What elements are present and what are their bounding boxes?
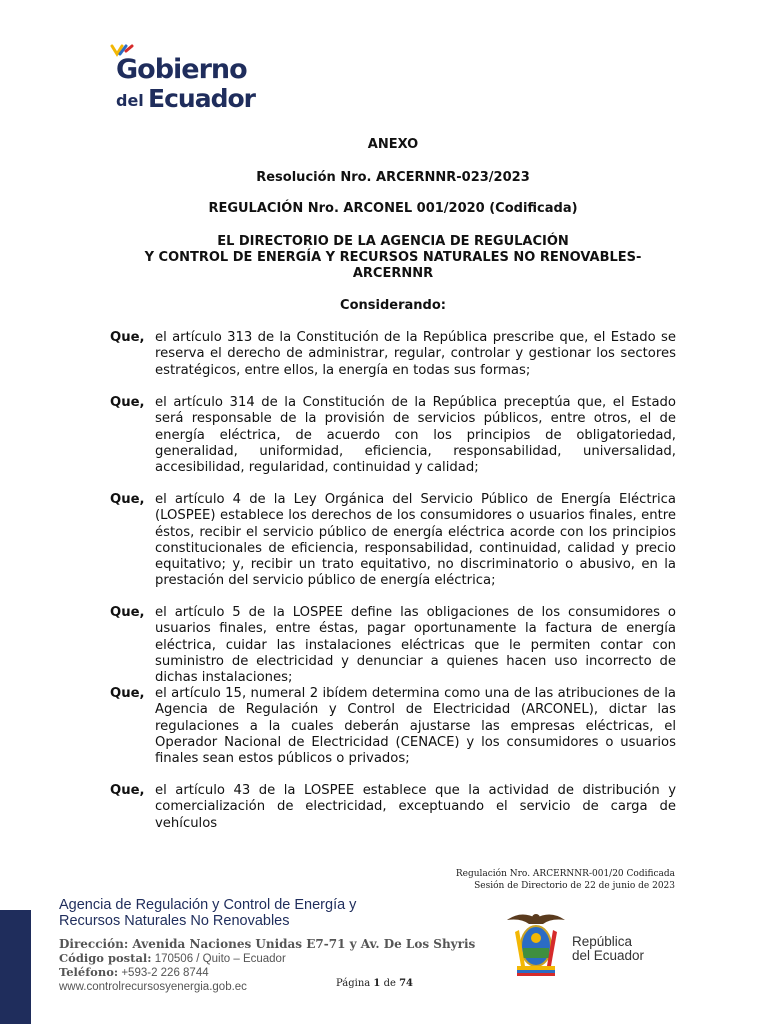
paragraph-text: el artículo 314 de la Constitución de la República preceptúa que, el Estado será responsable de la provisión de servicios públicos, entre otros, el de energía eléctrica, de acuerdo con los principios de obligatoriedad, generalidad, uniformidad, eficiencia, responsabilidad, universalidad, accesibilidad, regularidad, continuidad y calidad;: [155, 395, 676, 476]
agency-name-line2: Recursos Naturales No Renovables: [59, 912, 290, 929]
regulation-note-line2: Sesión de Directorio de 22 de junio de 2023: [474, 880, 675, 891]
footer-side-bar: [0, 910, 31, 1024]
resolution-heading: Resolución Nro. ARCERNNR-023/2023: [256, 170, 530, 185]
directorio-heading-line3: ARCERNNR: [352, 266, 434, 281]
republica-line1: República: [572, 934, 633, 949]
considerando-paragraph: [110, 395, 676, 476]
paragraph-text: el artículo 5 de la LOSPEE define las obligaciones de los consumidores o usuarios finales, entre éstas, pagar oportunamente la factura de energía eléctrica, cuidar las instalaciones eléctricas que le permiten contar con suministro de electricidad y denunciar a quienes hacen uso incorrecto de dichas instalaciones;: [155, 605, 676, 686]
directorio-heading-line2: Y CONTROL DE ENERGÍA Y RECURSOS NATURALES NO RENOVABLES-: [144, 250, 642, 265]
paragraph-text: el artículo 15, numeral 2 ibídem determina como una de las atribuciones de la Agencia de Regulación y Control de Electricidad (ARCONEL), dictar las regulaciones a la cuales deberán ajustarse las empresas eléctricas, el Operador Nacional de Electricidad (CENACE) y los consumidores o usuarios finales sean estos públicos o privados;: [155, 686, 676, 767]
paragraph-text: el artículo 4 de la Ley Orgánica del Servicio Público de Energía Eléctrica (LOSPEE) establece los derechos de los consumidores o usuarios finales, entre éstos, recibir el servicio público de energía eléctrica acorde con los principios constitucionales de eficiencia, responsabilidad, continuidad, calidad y precio equitativo; y, recibir un trato equitativo, no discriminatorio o abusivo, en la prestación del servicio público de energía eléctrica;: [155, 492, 676, 589]
republica-line2: del Ecuador: [572, 948, 645, 963]
considerando-paragraph: [110, 783, 676, 832]
paragraph-text: el artículo 43 de la LOSPEE establece que la actividad de distribución y comercialización de electricidad, exceptuando el servicio de carga de vehículos: [155, 783, 676, 831]
considerando-paragraph: [110, 686, 676, 767]
coat-of-arms-icon: [503, 908, 569, 978]
paragraph-lead: Que,: [110, 605, 145, 620]
paragraph-lead: Que,: [110, 492, 145, 507]
phone-label: Teléfono:: [59, 965, 119, 979]
paragraph-lead: Que,: [110, 783, 145, 798]
logo-word-del: del: [116, 91, 144, 110]
directorio-heading-line1: EL DIRECTORIO DE LA AGENCIA DE REGULACIÓN: [217, 234, 569, 249]
postal-label: Código postal:: [59, 950, 152, 965]
considerando-heading: Considerando:: [340, 298, 446, 313]
page-mid: de: [380, 978, 400, 989]
gobierno-logo: [108, 44, 278, 114]
paragraph-lead: Que,: [110, 686, 145, 701]
logo-word-ecuador: Ecuador: [148, 84, 255, 113]
page-total: 74: [399, 978, 413, 989]
paragraph-lead: Que,: [110, 330, 145, 345]
considerando-paragraph: [110, 492, 676, 590]
page-current: 1: [373, 978, 381, 989]
considerando-paragraph: [110, 605, 676, 686]
anexo-heading: ANEXO: [367, 137, 419, 152]
considerando-paragraph: [110, 330, 676, 379]
phone-value: +593-2 226 8744: [118, 967, 209, 979]
page-number: [336, 978, 413, 989]
postal-value: 170506 / Quito – Ecuador: [151, 952, 286, 965]
regulation-heading: REGULACIÓN Nro. ARCONEL 001/2020 (Codificada): [208, 201, 578, 216]
address-line: Dirección: Avenida Naciones Unidas E7-71 y Av. De Los Shyris: [59, 937, 476, 951]
paragraph-text: el artículo 313 de la Constitución de la República prescribe que, el Estado se reserva el derecho de administrar, regular, controlar y gestionar los sectores estratégicos, entre ellos, la energía en todas sus formas;: [155, 330, 676, 378]
paragraph-lead: Que,: [110, 395, 145, 410]
regulation-note-line1: Regulación Nro. ARCERNNR-001/20 Codificada: [455, 869, 675, 879]
page-prefix: Página: [336, 978, 374, 989]
postal-line: [59, 952, 475, 967]
republica-del-ecuador-label: [572, 935, 644, 963]
logo-word-gobierno: Gobierno: [116, 54, 247, 85]
agency-name-line1: Agencia de Regulación y Control de Energía y: [59, 897, 357, 913]
agency-name: [59, 898, 356, 929]
website-link[interactable]: www.controlrecursosyenergia.gob.ec: [59, 980, 247, 993]
regulation-note: [456, 869, 675, 892]
